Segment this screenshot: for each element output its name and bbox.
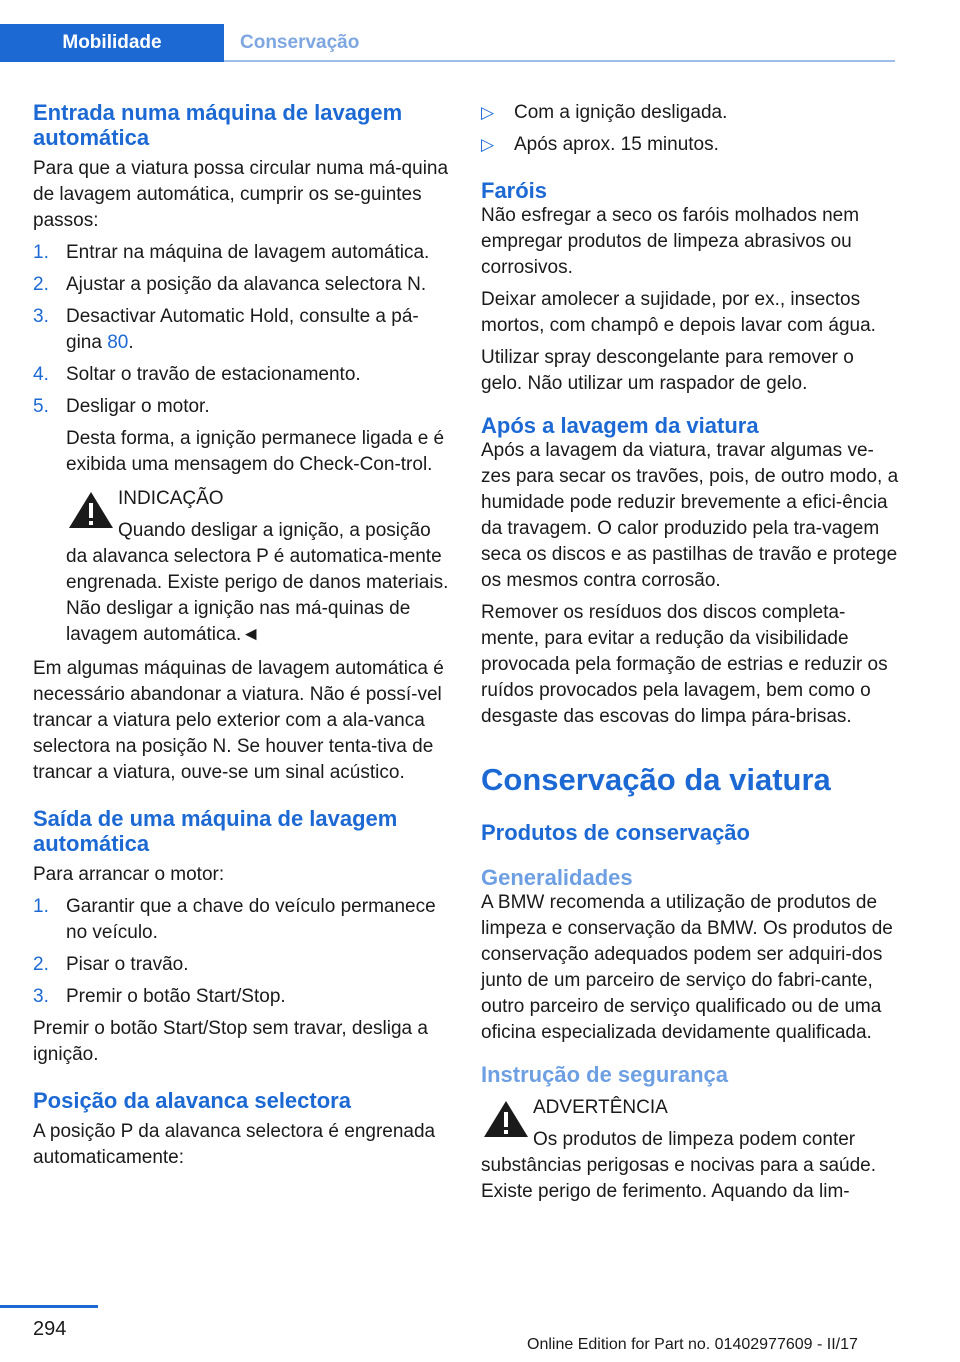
triangle-bullet-icon: ▷: [481, 103, 495, 122]
notice-heading: INDICAÇÃO: [118, 488, 224, 509]
section-title-entrada: Entrada numa máquina de lavagem automática: [33, 100, 403, 150]
step-text: Ajustar a posição da alavanca selectora N.: [66, 274, 427, 295]
page-link[interactable]: 80: [107, 332, 129, 353]
step-number: 2.: [33, 954, 49, 975]
list-item: [33, 894, 453, 946]
step-text: Pisar o travão.: [66, 954, 189, 975]
list-item: [33, 272, 453, 298]
header-tabs: [0, 24, 895, 62]
tab-conservacao[interactable]: Conservação: [240, 32, 360, 53]
step-text-end: .: [128, 332, 134, 353]
page-number: 294: [33, 1318, 67, 1340]
paragraph: Para arrancar o motor:: [33, 864, 225, 885]
notice-text: da alavanca selectora P é automatica-mente engrenada. Existe perigo de danos materiais. Não desligar a ignição nas má-quinas de lavagem automática.◄: [66, 546, 449, 645]
step-number: 4.: [33, 364, 49, 385]
triangle-bullet-icon: ▷: [481, 135, 495, 154]
subsection-title-seguranca: Instrução de segurança: [481, 1062, 728, 1087]
tab-mobilidade[interactable]: Mobilidade: [0, 24, 224, 62]
paragraph: Deixar amolecer a sujidade, por ex., insectos mortos, com champô e depois lavar com água.: [481, 289, 876, 336]
paragraph: Para que a viatura possa circular numa má-quina de lavagem automática, cumprir os se-guintes passos:: [33, 158, 449, 231]
step-text: Desligar o motor.: [66, 396, 210, 417]
list-item: [33, 240, 453, 266]
notice-advertencia: [481, 1095, 899, 1153]
steps-list-saida: [33, 894, 453, 1010]
paragraph: Em algumas máquinas de lavagem automática é necessário abandonar a viatura. Não é possí-vel trancar a viatura pelo exterior com a ala-vanca selectora na posição N. Se houver tenta-tiva de trancar a viatura, ouve-se um sinal acústico.: [33, 658, 444, 783]
list-item: [481, 100, 899, 126]
step-number: 1.: [33, 896, 49, 917]
paragraph: A BMW recomenda a utilização de produtos de limpeza e conservação da BMW. Os produtos de conservação adequados podem ser adquiri-dos junto de um parceiro de serviço do fabri-cante, outro parceiro de serviço qualificado ou de uma oficina especializada devidamente qualificada.: [481, 892, 893, 1043]
step-number: 3.: [33, 306, 49, 327]
section-title-posicao: Posição da alavanca selectora: [33, 1088, 351, 1113]
step-text: Desactivar Automatic Hold, consulte a pá-gina: [66, 306, 419, 353]
paragraph: Após a lavagem da viatura, travar algumas ve-zes para secar os travões, pois, de outro modo, a humidade pode reduzir brevemente a efici-ência da travagem. O calor produzido pela tra-vagem seca os discos e as pastilhas de travão e protege os mesmos contra corrosão.: [481, 440, 899, 591]
step-number: 5.: [33, 396, 49, 417]
notice-text: substâncias perigosas e nocivas para a saúde. Existe perigo de ferimento. Aquando da lim-: [481, 1155, 877, 1202]
step-text: Garantir que a chave do veículo permanece no veículo.: [66, 896, 436, 943]
step-text: Premir o botão Start/Stop.: [66, 986, 286, 1007]
paragraph: Premir o botão Start/Stop sem travar, desliga a ignição.: [33, 1018, 428, 1065]
section-title-apos-lavagem: Após a lavagem da viatura: [481, 413, 759, 438]
list-item: [481, 132, 899, 158]
notice-first-line: Os produtos de limpeza podem conter: [533, 1129, 856, 1150]
notice-heading: ADVERTÊNCIA: [533, 1097, 668, 1118]
bullet-text: Com a ignição desligada.: [514, 102, 728, 123]
section-title-produtos: Produtos de conservação: [481, 820, 750, 845]
paragraph: Remover os resíduos dos discos completa-mente, para evitar a redução da visibilidade provocada pela formação de estrias e reduzir os ruídos provocados pela lavagem, bem como o desgaste das escovas do limpa pára-brisas.: [481, 602, 888, 727]
paragraph: Não esfregar a seco os faróis molhados nem empregar produtos de limpeza abrasivos ou corrosivos.: [481, 205, 860, 278]
warning-icon: [66, 488, 116, 532]
step-number: 1.: [33, 242, 49, 263]
notice-indicacao: [66, 486, 453, 544]
step-number: 2.: [33, 274, 49, 295]
warning-icon: [481, 1097, 531, 1141]
steps-list-entrada: [33, 240, 453, 648]
chapter-title-conservacao: Conservação da viatura: [481, 762, 831, 797]
step-text: Entrar na máquina de lavagem automática.: [66, 242, 430, 263]
list-item: [33, 304, 453, 356]
right-column: [481, 100, 899, 1205]
edition-text: Online Edition for Part no. 01402977609 - II/17: [527, 1336, 858, 1353]
section-title-farois: Faróis: [481, 178, 548, 203]
section-title-saida: Saída de uma máquina de lavagem automática: [33, 806, 398, 856]
list-item: [33, 362, 453, 388]
step-text: Soltar o travão de estacionamento.: [66, 364, 361, 385]
list-item: [33, 952, 453, 978]
footer-divider: [0, 1305, 98, 1308]
list-item: [33, 984, 453, 1010]
left-column: [33, 100, 453, 1171]
bullet-list: [481, 100, 899, 158]
list-item: [33, 394, 453, 648]
step-number: 3.: [33, 986, 49, 1007]
notice-first-line: Quando desligar a ignição, a posição: [118, 520, 431, 541]
bullet-text: Após aprox. 15 minutos.: [514, 134, 719, 155]
header-divider: [224, 60, 895, 62]
paragraph: A posição P da alavanca selectora é engrenada automaticamente:: [33, 1121, 436, 1168]
paragraph: Utilizar spray descongelante para remover o gelo. Não utilizar um raspador de gelo.: [481, 347, 854, 394]
subsection-title-generalidades: Generalidades: [481, 865, 633, 890]
step-detail: Desta forma, a ignição permanece ligada e é exibida uma mensagem do Check-Con-trol.: [66, 428, 445, 475]
